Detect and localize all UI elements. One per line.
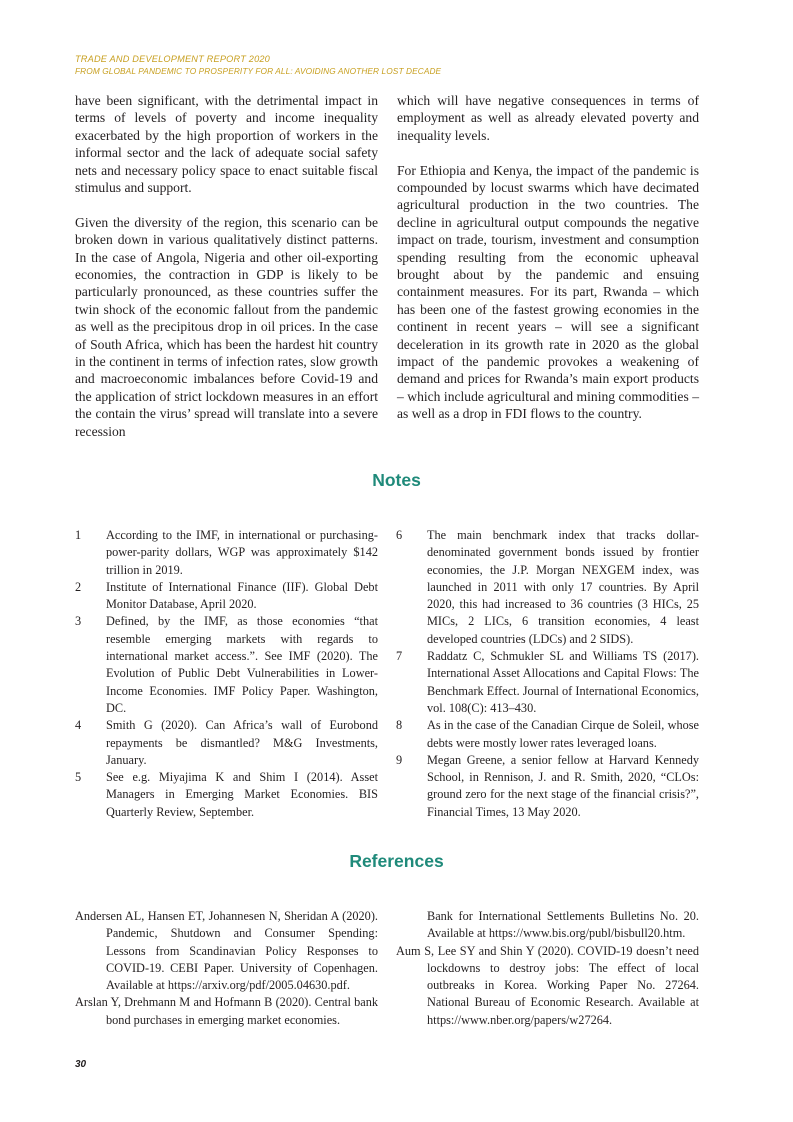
note-text: Smith G (2020). Can Africa’s wall of Eurobond repayments be dismantled? M&G Investments, January.: [106, 718, 378, 767]
report-subtitle: FROM GLOBAL PANDEMIC TO PROSPERITY FOR ALL: AVOIDING ANOTHER LOST DECADE: [75, 66, 442, 76]
note-item: [396, 527, 699, 648]
body-paragraph: Given the diversity of the region, this scenario can be broken down in various qualitatively distinct patterns. In the case of Angola, Nigeria and other oil-exporting economies, the contraction in GDP is likely to be particularly pronounced, as these countries suffer the twin shock of the economic fallout from the pandemic as well as the precipitous drop in oil prices. In the case of South Africa, which has been the hardest hit country in the continent in terms of infection rates, slow growth and macroeconomic imbalances before Covid-19 and the application of strict lockdown measures in an effort the contain the virus’ spread will translate into a severe recession: [75, 214, 378, 439]
note-number: 2: [75, 579, 82, 594]
note-text: Megan Greene, a senior fellow at Harvard Kennedy School, in Rennison, J. and R. Smith, 2020, “CLOs: ground zero for the next stage of the financial crisis?”, Financial Times, 13 May 2020.: [427, 752, 699, 819]
references-column-left: [75, 908, 378, 1029]
note-number: 3: [75, 614, 82, 629]
reference-continuation: Bank for International Settlements Bulletins No. 20. Available at https://www.bis.org/publ/bisbull20.htm.: [427, 909, 699, 941]
notes-heading: Notes: [372, 470, 421, 490]
note-text: See e.g. Miyajima K and Shim I (2014). Asset Managers in Emerging Market Economies. BIS Quarterly Review, September.: [106, 770, 378, 819]
notes-column-left: [75, 527, 378, 821]
body-column-right: [397, 92, 699, 440]
note-text: Defined, by the IMF, as those economies “that resemble emerging markets with regards to international market access.”. See IMF (2020). The Evolution of Public Debt Vulnerabilities in Lower-Income Economies. IMF Policy Paper. Washington, DC.: [106, 614, 378, 715]
note-item: [75, 527, 378, 579]
note-number: 5: [75, 770, 82, 785]
note-text: Institute of International Finance (IIF). Global Debt Monitor Database, April 2020.: [106, 579, 378, 612]
note-number: 4: [75, 718, 82, 733]
note-item: [396, 648, 699, 717]
body-column-left: [75, 92, 378, 458]
note-text: Raddatz C, Schmukler SL and Williams TS (2017). International Asset Allocations and Capital Flows: The Benchmark Effect. Journal of International Economics, vol. 108(C): 413–430.: [427, 649, 699, 715]
note-text: The main benchmark index that tracks dollar-denominated government bonds issued by frontier economies, the J.P. Morgan NEXGEM index, was launched in 2011 with only 17 countries. By April 2020, this had increased to 36 countries (3 HICs, 25 MICs, 2 LICs, 6 transition economies, 4 least developed countries (LDCs) and 2 SIDS).: [427, 528, 699, 646]
note-text: As in the case of the Canadian Cirque de Soleil, whose debts were mostly lower rates leveraged loans.: [427, 718, 699, 750]
body-paragraph: For Ethiopia and Kenya, the impact of the pandemic is compounded by locust swarms which have decimated agricultural production in the two countries. The decline in agricultural output compounds the negative impact on trade, tourism, investment and consumption spending resulting from the economic upheaval brought about by the pandemic and ensuing containment measures. For its part, Rwanda – which has been one of the fastest growing economies in the continent in recent years – will see a significant deceleration in its growth rate in 2020 as the global impact of the pandemic provokes a weakening of demand and prices for Rwanda’s main export products – which include agricultural and mining commodities – as well as a drop in FDI flows to the country.: [397, 162, 699, 422]
references-column-right: [396, 908, 699, 1029]
references-heading: References: [349, 851, 444, 871]
body-paragraph: have been significant, with the detrimental impact in terms of levels of poverty and income inequality exacerbated by the high proportion of workers in the informal sector and the lack of adequate social safety nets and necessary policy space to enact suitable fiscal stimulus and support.: [75, 93, 378, 196]
note-item: [75, 613, 378, 717]
note-number: 9: [396, 752, 403, 767]
reference-entry: Aum S, Lee SY and Shin Y (2020). COVID-19 doesn’t need lockdowns to destroy jobs: The effect of local outbreaks in Korea. Working Paper No. 27264. National Bureau of Economic Research. Available at https://www.nber.org/papers/w27264.: [396, 943, 699, 1027]
note-number: 1: [75, 528, 82, 542]
note-number: 8: [396, 718, 403, 733]
page-number: 30: [75, 1059, 87, 1070]
notes-column-right: [396, 527, 699, 821]
note-item: [75, 769, 378, 821]
body-paragraph: which will have negative consequences in terms of employment as well as already elevated poverty and inequality levels.: [397, 93, 699, 143]
note-number: 7: [396, 649, 403, 664]
reference-entry: Andersen AL, Hansen ET, Johannesen N, Sheridan A (2020). Pandemic, Shutdown and Consumer Spending: Lessons from Scandinavian Policy Responses to COVID-19. CEBI Paper. University of Copenhagen. Available at https://arxiv.org/pdf/2005.04630.pdf.: [75, 909, 378, 993]
report-title: TRADE AND DEVELOPMENT REPORT 2020: [75, 54, 270, 64]
note-item: [396, 752, 699, 821]
note-item: [396, 717, 699, 752]
note-number: 6: [396, 528, 403, 542]
note-item: [75, 579, 378, 614]
reference-entry: Arslan Y, Drehmann M and Hofmann B (2020). Central bank bond purchases in emerging market economies.: [75, 995, 378, 1027]
note-text: According to the IMF, in international or purchasing-power-parity dollars, WGP was approximately $142 trillion in 2019.: [106, 528, 378, 577]
running-header: [75, 53, 441, 77]
note-item: [75, 717, 378, 769]
